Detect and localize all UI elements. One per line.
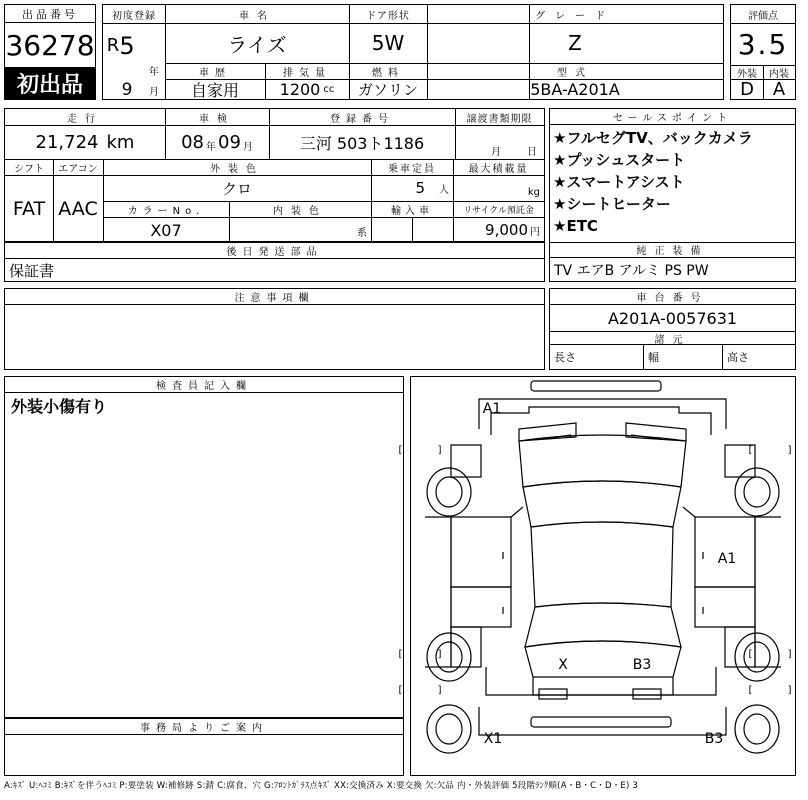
history-header: 車歴 [199, 67, 231, 79]
reg-number-header: 登録番号 [330, 113, 394, 125]
car-name-header: 車名 [239, 10, 275, 22]
bracket-right-3: [ ] [748, 684, 808, 696]
inspection-month-unit: 月 [242, 141, 253, 153]
ext-color-header: 外装色 [210, 163, 264, 175]
notes-header: 注意事項欄 [5, 289, 544, 305]
lot-number: 36278 [5, 28, 95, 62]
exterior-header: 外装 [737, 68, 757, 80]
recycle-value: 9,000 [485, 221, 528, 239]
model-code-header: 型式 [557, 67, 593, 79]
later-parts-header: 後日発送部品 [5, 243, 544, 259]
office-header: 事務局よりご案内 [5, 719, 403, 735]
exterior-grade: D [740, 78, 754, 100]
fuel-header: 燃料 [372, 67, 404, 79]
aircon-header: エアコン [58, 163, 98, 175]
transfer-deadline-header: 譲渡書類期限 [466, 113, 533, 125]
vehicle-summary-box [102, 4, 724, 100]
selling-points-box [549, 108, 796, 282]
later-parts-box [4, 242, 545, 282]
aircon: AAC [58, 198, 98, 220]
recycle [453, 217, 544, 243]
bracket-right-2: [ ] [748, 648, 808, 660]
first-reg-year: 5 [119, 32, 135, 60]
capacity [371, 175, 453, 201]
fuel: ガソリン [357, 80, 418, 99]
car-diagram-box [398, 376, 808, 776]
selling-point: ★プッシュスタート [553, 151, 686, 169]
transfer-day-unit: 日 [527, 146, 537, 158]
grade: Z [568, 31, 582, 55]
displacement-unit: cc [323, 83, 335, 95]
import-header: 輸入車 [391, 205, 433, 217]
first-reg-month: 9 [121, 80, 133, 100]
damage-legend: A:ｷｽﾞ U:ﾍｺﾐ B:ｷｽﾞを伴うﾍｺﾐ P:要塗装 W:補修跡 S:錆 C:腐食、穴 G:ﾌﾛﾝﾄｶﾞﾗｽ点ｷｽﾞ XX:交換済み X:要交換 欠:欠品 内・外装評価 5段階ﾗﾝｸ順(A・B・C・D・E) 3 [4, 781, 639, 791]
bracket-right-1: [ ] [748, 444, 808, 456]
selling-points-list [550, 127, 795, 237]
score-box [730, 4, 796, 100]
inspection-month: 09 [218, 131, 241, 153]
mileage-value: 21,724 [35, 131, 99, 153]
office-box [4, 718, 404, 776]
reg-number: 三河 503ト1186 [299, 133, 425, 153]
max-load-unit: kg [527, 186, 540, 198]
capacity-value: 5 [415, 179, 425, 197]
inspector-note: 外装小傷有り [11, 396, 108, 416]
door-type: 5W [371, 31, 405, 55]
displacement [265, 79, 349, 99]
notes-box [4, 288, 545, 370]
mark-rear-right: B3 [632, 657, 652, 673]
score-header: 評価点 [748, 10, 778, 22]
selling-point: ★ETC [553, 217, 598, 235]
chassis-box [549, 288, 796, 370]
first-reg-era: R [106, 34, 120, 56]
inspection-year-unit: 年 [206, 141, 216, 153]
mileage-unit: km [106, 131, 135, 153]
max-load-header: 最大積載量 [468, 163, 529, 175]
lot-number-box [4, 4, 96, 100]
inspection [165, 125, 269, 159]
model-code: 5BA-A201A [530, 79, 620, 99]
mark-front: A1 [482, 401, 502, 417]
mark-back-left: X1 [483, 731, 503, 747]
spec-height: 高さ [727, 351, 749, 364]
first-listing-badge: 初出品 [5, 67, 95, 99]
recycle-header: リサイクル預託金 [463, 205, 534, 216]
interior-header: 内装 [769, 68, 789, 80]
car-diagram [398, 377, 808, 775]
capacity-header: 乗車定員 [388, 163, 436, 175]
bracket-left-1: [ ] [398, 444, 458, 456]
first-reg-header: 初度登録 [112, 10, 156, 22]
int-color-header: 内装色 [273, 205, 327, 217]
interior-grade: A [772, 78, 786, 100]
selling-point: ★シートヒーター [553, 195, 671, 213]
selling-points-header: セールスポイント [550, 109, 795, 125]
grade-header: グレード [535, 10, 615, 22]
inspector-box [4, 376, 404, 718]
inspector-header: 検査員記入欄 [5, 377, 403, 393]
genuine-equipment-header: 純正装備 [550, 242, 795, 258]
first-reg-year-unit: 年 [149, 66, 159, 78]
first-reg-month-unit: 月 [149, 86, 159, 98]
score: 3.5 [737, 27, 789, 61]
vehicle-detail-box [4, 108, 545, 242]
genuine-equipment: TV エアB アルミ PS PW [554, 262, 709, 279]
capacity-unit: 人 [439, 184, 449, 196]
spec-width: 幅 [648, 351, 659, 364]
chassis-number: A201A-0057631 [607, 308, 738, 328]
mark-right-side: A1 [717, 551, 737, 567]
inspection-year: 08 [181, 131, 204, 153]
shift-header: シフト [14, 163, 44, 175]
bracket-left-2: [ ] [398, 648, 458, 660]
int-color-unit: 系 [357, 227, 367, 239]
specs-header: 諸元 [550, 331, 795, 345]
recycle-unit: 円 [530, 226, 540, 238]
displacement-header: 排気量 [283, 67, 331, 79]
door-type-header: ドア形状 [366, 10, 410, 22]
color-no-header: カラーNo. [127, 205, 205, 217]
mark-back-right: B3 [704, 731, 724, 747]
selling-point: ★フルセグTV、バックカメラ [553, 129, 753, 147]
car-name: ライズ [227, 32, 287, 57]
spec-length: 長さ [554, 351, 576, 364]
shift: FAT [12, 198, 46, 220]
mark-rear-left: X [558, 657, 568, 673]
mileage [5, 125, 165, 159]
color-no: X07 [150, 220, 182, 240]
bracket-left-3: [ ] [398, 684, 458, 696]
later-parts: 保証書 [9, 261, 55, 280]
mileage-header: 走行 [67, 113, 103, 125]
selling-point: ★スマートアシスト [553, 173, 685, 191]
displacement-value: 1200 [279, 79, 321, 99]
history: 自家用 [190, 80, 239, 100]
ext-color: クロ [221, 179, 252, 198]
lot-number-header: 出品番号 [5, 5, 95, 23]
transfer-month-unit: 月 [491, 146, 501, 158]
chassis-number-header: 車台番号 [550, 289, 795, 305]
inspection-header: 車検 [199, 113, 235, 125]
